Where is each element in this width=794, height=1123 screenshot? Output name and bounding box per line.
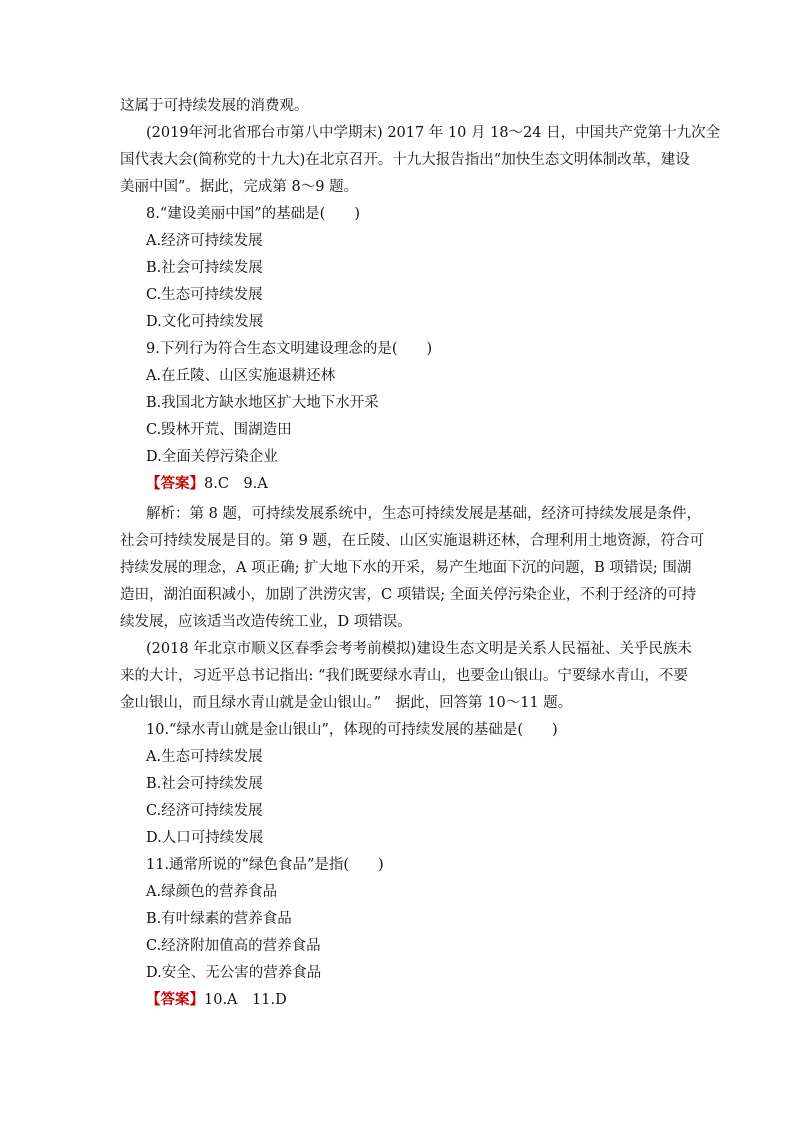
option-9a: A.在丘陵、山区实施退耕还林 — [146, 368, 336, 384]
analysis-line-4: 造田，湖泊面积减小，加剧了洪涝灾害，C 项错误; 全面关停污染企业，不利于经济的可持 — [120, 587, 697, 603]
option-11c: C.经济附加值高的营养食品 — [146, 938, 321, 954]
answer-text: 10.A 11.D — [204, 992, 287, 1008]
question-10: 10.“绿水青山就是金山银山”，体现的可持续发展的基础是( ) — [146, 722, 558, 738]
analysis-line-5: 续发展，应该适当改造传统工业，D 项错误。 — [120, 614, 412, 630]
analysis-line-1: 解析：第 8 题，可持续发展系统中，生态可持续发展是基础，经济可持续发展是条件， — [146, 506, 701, 522]
analysis-line-3: 持续发展的理念，A 项正确; 扩大地下水的开采，易产生地面下沉的问题，B 项错误; 围湖 — [120, 560, 692, 576]
answer-line-2 — [146, 990, 287, 1010]
option-8b: B.社会可持续发展 — [146, 260, 263, 276]
option-10d: D.人口可持续发展 — [146, 830, 264, 846]
text-line-2: (2019年河北省邢台市第八中学期末) 2017 年 10 月 18～24 日，中国共产党第十九次全 — [146, 125, 721, 141]
text-line-4: 美丽中国”。据此，完成第 8～9 题。 — [120, 179, 359, 195]
answer-text: 8.C 9.A — [204, 476, 268, 492]
option-9d: D.全面关停污染企业 — [146, 449, 278, 465]
option-10a: A.生态可持续发展 — [146, 749, 263, 765]
option-11b: B.有叶绿素的营养食品 — [146, 911, 292, 927]
option-11d: D.安全、无公害的营养食品 — [146, 965, 322, 981]
text-line-5: (2018 年北京市顺义区春季会考考前模拟)建设生态文明是关系人民福祉、关乎民族未 — [146, 641, 692, 657]
option-9c: C.毁林开荒、围湖造田 — [146, 422, 292, 438]
question-8: 8.“建设美丽中国”的基础是( ) — [146, 206, 360, 222]
option-11a: A.绿颜色的营养食品 — [146, 884, 278, 900]
text-line-7: 金山银山，而且绿水青山就是金山银山。” 据此，回答第 10～11 题。 — [120, 695, 573, 711]
option-8d: D.文化可持续发展 — [146, 314, 264, 330]
option-8c: C.生态可持续发展 — [146, 287, 263, 303]
answer-tag: 【答案】 — [146, 475, 204, 492]
question-11: 11.通常所说的“绿色食品”是指( ) — [146, 857, 384, 873]
option-8a: A.经济可持续发展 — [146, 233, 263, 249]
text-line-3: 国代表大会(简称党的十九大)在北京召开。十九大报告指出“加快生态文明体制改革，建设 — [120, 152, 690, 168]
option-9b: B.我国北方缺水地区扩大地下水开采 — [146, 395, 379, 411]
answer-line-1 — [146, 474, 268, 494]
answer-tag: 【答案】 — [146, 991, 204, 1008]
question-9: 9.下列行为符合生态文明建设理念的是( ) — [146, 341, 433, 357]
analysis-line-2: 社会可持续发展是目的。第 9 题，在丘陵、山区实施退耕还林，合理利用土地资源，符合可 — [120, 533, 704, 549]
text-line-6: 来的大计，习近平总书记指出: “我们既要绿水青山，也要金山银山。宁要绿水青山，不要 — [120, 668, 688, 684]
text-line-1: 这属于可持续发展的消费观。 — [120, 98, 309, 114]
option-10c: C.经济可持续发展 — [146, 803, 263, 819]
option-10b: B.社会可持续发展 — [146, 776, 263, 792]
